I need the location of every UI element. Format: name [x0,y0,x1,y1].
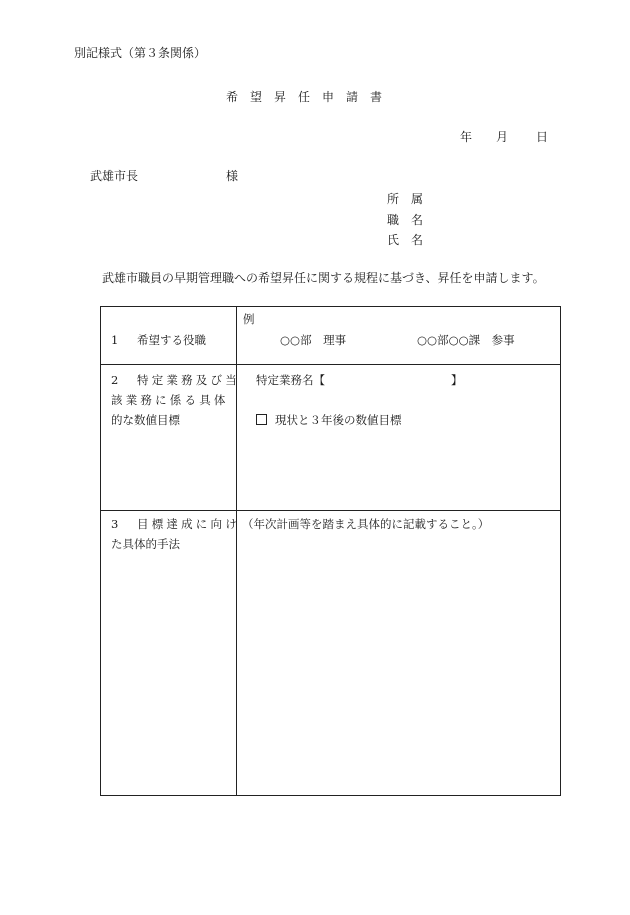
date-year: 年 [460,130,473,144]
row3-note: （年次計画等を踏まえ具体的に記載すること。） [242,517,490,531]
addressee-name: 武雄市長 [90,169,139,183]
row2-label-line2: 該業務に係る具体 [111,393,229,407]
row2-label [111,370,240,430]
name-label: 氏 名 [387,233,424,247]
row3-label-line1: 目標達成に向け [137,517,240,531]
row1-example-1: ○○部 理事 [280,333,347,347]
row1-example-heading: 例 [243,312,255,326]
date-line [460,128,548,145]
target-checkbox-label: 現状と３年後の数値目標 [275,413,402,427]
position-label: 職 名 [387,212,424,227]
row3-number: 3 [111,517,119,531]
row3-label [111,514,240,554]
row1-example-2: ○○部○○課 参事 [417,333,515,347]
application-statement: 武雄市職員の早期管理職への希望昇任に関する規程に基づき、昇任を申請します。 [102,271,545,285]
affiliation-label: 所 属 [387,192,424,206]
business-name-label: 特定業務名【 [256,373,325,387]
row2-number: 2 [111,373,119,387]
application-table [100,306,561,796]
document-title: 希望昇任申請書 [226,90,395,104]
row1-number: 1 [111,333,119,347]
row1-label-text: 希望する役職 [137,333,206,347]
table-row-divider [101,510,560,511]
target-checkbox-row [256,410,402,430]
addressee-honorific: 様 [226,169,239,183]
applicant-block [387,189,423,251]
table-row-divider [101,364,560,365]
row1-label [111,330,206,350]
target-checkbox[interactable] [256,414,267,425]
date-day: 日 [536,130,549,144]
date-month: 月 [496,130,509,144]
business-name-close: 】 [451,373,463,387]
form-reference: 別記様式（第３条関係） [74,46,207,60]
row3-label-line2: た具体的手法 [111,537,180,551]
row2-label-line1: 特定業務及び当 [137,373,240,387]
row2-label-line3: 的な数値目標 [111,413,180,427]
